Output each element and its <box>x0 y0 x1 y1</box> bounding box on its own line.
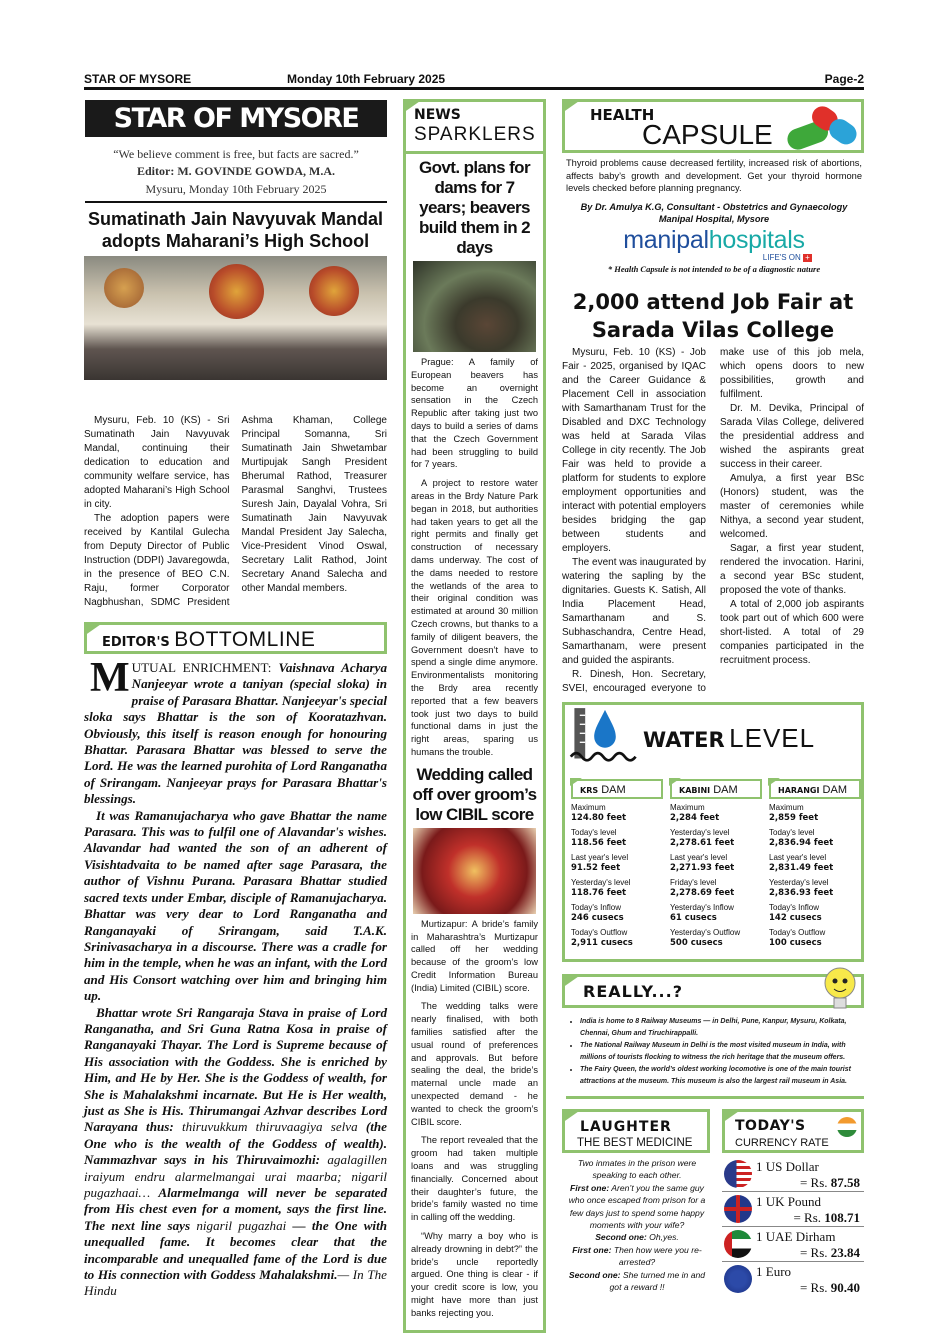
dam-column <box>769 779 861 949</box>
dam-stat-label: Yesterday's level <box>769 878 829 887</box>
masthead-editor: Editor: M. GOVINDE GOWDA, M.A. <box>137 164 335 178</box>
story2-headline: Wedding called off over groom’s low CIBIL score <box>412 764 537 824</box>
masthead-title: STAR OF MYSORE <box>113 103 359 134</box>
dam-column <box>571 779 663 949</box>
dam-stat-value: 2,831.49 feet <box>769 863 834 873</box>
currency-label: TODAY'S CURRENCY RATE <box>722 1109 864 1153</box>
really-label: REALLY...? <box>583 982 683 1001</box>
currency-row: 1 US Dollar = Rs. 87.58 <box>722 1158 864 1192</box>
laughter-joke: Two inmates in the prison were speaking to each other. First one: Aren’t you the same guy who once escaped from prison for a few days just to spend some happy moments with your wife? Second one: Oh,yes. First one: Then how were you re-arrested? Second one: She turned me in and got a reward !! <box>568 1158 706 1293</box>
really-item: • India is home to 8 Railway Museums — in Delhi, Pune, Kanpur, Mysuru, Kolkata, Chennai, Ghum and Tiruchirappalli. <box>580 1016 864 1040</box>
eu-flag-icon <box>724 1265 752 1293</box>
dam-stat-label: Yesterday's Outflow <box>670 928 741 937</box>
dam-stat-value: 91.52 feet <box>571 863 621 873</box>
jobfair-headline: 2,000 attend Job Fair at Sarada Vilas College <box>572 290 854 342</box>
really-item: • The Fairy Queen, the world’s oldest working locomotive is one of the main tourist attractions at the museum. This museum is also the largest rail museum in Asia. <box>580 1064 864 1088</box>
lead-headline: Sumatinath Jain Navyuvak Mandal adopts Maharani’s High School <box>87 209 384 251</box>
editorial-label-big: BOTTOMLINE <box>174 628 316 651</box>
really-item: • The National Railway Museum in Delhi is the most visited museum in India, with millions of tourists flocking to witness the rich heritage that the museum offers. <box>580 1040 864 1064</box>
currency-row: 1 UK Pound = Rs. 108.71 <box>722 1193 864 1227</box>
dam-stat-label: Friday's level <box>670 878 717 887</box>
uk-flag-icon <box>724 1195 752 1223</box>
health-disclaimer: * Health Capsule is not intended to be of a diagnostic nature <box>607 263 821 274</box>
dam-stat-label: Maximum <box>769 803 804 812</box>
drop-cap: M <box>90 655 130 701</box>
editorial-label-small: EDITOR'S <box>102 635 170 650</box>
currency-row: 1 Euro = Rs. 90.40 <box>722 1263 864 1297</box>
capsule-pill-icon <box>783 104 861 150</box>
water-label-small: WATER <box>643 728 725 752</box>
dam-stat-label: Last year's level <box>571 853 629 862</box>
dam-stat-value: 2,859 feet <box>769 813 819 823</box>
dam-stat-label: Today's level <box>571 828 617 837</box>
health-hospital: Manipal Hospital, Mysore <box>658 213 770 224</box>
masthead <box>85 100 387 137</box>
dam-stat-value: 2,284 feet <box>670 813 720 823</box>
dam-stat-label: Today's Outflow <box>769 928 826 937</box>
dam-stat-label: Maximum <box>571 803 606 812</box>
dam-stat-value: 100 cusecs <box>769 938 822 948</box>
dam-header: HARANGI DAM <box>769 779 861 799</box>
dam-stat-value: 118.56 feet <box>571 838 627 848</box>
story1-headline: Govt. plans for dams for 7 years; beavers build them in 2 days <box>419 158 530 257</box>
dam-stat-value: 142 cusecs <box>769 913 822 923</box>
currency-row: 1 UAE Dirham = Rs. 23.84 <box>722 1228 864 1262</box>
editorial-label-box <box>84 622 387 654</box>
wedding-photo <box>413 828 536 914</box>
water-level-box <box>562 702 864 962</box>
dam-stat-value: 2,836.94 feet <box>769 838 834 848</box>
left-column <box>84 208 387 1300</box>
beaver-photo <box>413 261 536 352</box>
uae-flag-icon <box>724 1230 752 1258</box>
dam-stat-label: Maximum <box>670 803 705 812</box>
lead-paragraph: The adoption papers were received by Kantilal Gulecha from Deputy Director of Public Instruction (DDPI) Javaregowda, in the presence of BEO C.N. Raju, former Corporator Nagbhushan, SDMC President Ashma Khaman, College Principal Somanna, Sri Sumatinath Jain Shwetambar Murtipujak Sangh President Bherumal Rathod, Treasurer Parasmal Sanghvi, Trustees Suresh Jain, Dayalal Vohra, Sri Sumatinath Jain Navyuvak Mandal President Jay Salecha, Vice-President Vinod Oswal, Secretary Lalit Rathod, Joint Secretary Anand Salecha and other Mandal members. <box>84 415 387 608</box>
dam-stat-label: Today's level <box>769 828 815 837</box>
dam-stat-label: Yesterday's level <box>571 878 631 887</box>
dam-stat-label: Today's Inflow <box>571 903 621 912</box>
dam-stat-label: Last year's level <box>769 853 827 862</box>
dam-stat-value: 118.76 feet <box>571 888 627 898</box>
paper-name: STAR OF MYSORE <box>84 72 192 86</box>
dam-header: KRS DAM <box>571 779 663 799</box>
lightbulb-icon <box>820 965 860 1015</box>
plus-icon: + <box>803 254 812 262</box>
masthead-dateline: Mysuru, Monday 10th February 2025 <box>145 182 327 196</box>
dam-stat-label: Yesterday's Inflow <box>670 903 734 912</box>
dam-header: KABINI DAM <box>670 779 762 799</box>
sparklers-label-big: SPARKLERS <box>414 124 536 145</box>
right-column <box>562 288 864 1304</box>
masthead-motto: “We believe comment is free, but facts are sacred.” <box>113 147 359 161</box>
laughter-label: LAUGHTER THE BEST MEDICINE <box>562 1109 710 1153</box>
currency-rates <box>722 1158 864 1298</box>
dam-column <box>670 779 762 949</box>
lead-body <box>84 414 387 610</box>
news-sparklers: NEWS SPARKLERS Govt. plans for dams for 7 years; beavers build them in 2 days Prague: A family of European beavers has become an overnight sensation in the Czech Republic after taking just two days to build a series of dams that the Czech Government had been struggling to build for 7 years. A project to restore water areas in the Brdy Nature Park began in 2018, but authorities had taken years to get all the right permits and finally get construction of necessary dams underway. The cost of the dams needed to restore the wetlands of the area to their original condition was estimated at around 30 million Czech crowns, but thanks to a family of diligent beavers, the Government doesn’t have to spend a single dime anymore. Environmentalists monitoring the Brdy area recently reported that a few beavers took just two days to build functional dams in just the right areas, sparing us humans the trouble. Wedding called off over groom’s low CIBIL score Murtizapur: A bride’s family in Maharashtra’s Murtizapur called off her wedding because of the groom’s low Credit Information Bureau (India) Limited (CIBIL) score. The wedding talks were nearly finalised, with both families satisfied after the usual round of preferences and approvals. But before sealing the deal, the bride’s maternal uncle made an unexpected demand - he wanted to check the groom’s CIBIL score. The report revealed that the groom had taken multiple loans and was struggling financially. Concerned about their daughter’s future, the bride’s family wasted no time in calling off the wedding. “Why marry a boy who is already drowning in debt?” the bride’s uncle reportedly argued. One thing is clear - if your credit score is low, you might have more than just banks rejecting you. <box>403 99 546 1333</box>
lead-paragraph: Mysuru, Feb. 10 (KS) - Sri Sumatinath Jain Navyuvak Mandal, continuing their dedication to education and community welfare service, has adopted Maharani’s High School in city. <box>84 415 230 510</box>
water-label-big: LEVEL <box>729 723 816 753</box>
health-capsule-label: HEALTH CAPSULE <box>562 99 864 153</box>
page-header <box>84 72 864 90</box>
health-text: Thyroid problems cause decreased fertility, increased risk of abortions, affects baby’s growth and development. Get your thyroid hormone levels checked before planning pregnancy. <box>566 158 862 193</box>
editorial-body: MUTUAL ENRICHMENT: Vaishnava Acharya Nanjeeyar wrote a taniyan (special sloka) in praise of Parasara Bhattar. Nanjeeyar's special sloka says Bhattar is the son of Kooratazhvan. Obviously, this itself is reason enough for honouring Bhattar. Parasara Bhattar was blessed to serve the Lord. He was the learned purohita of Lord Ranganatha of Srirangam. Nanjeeyar prays for Parasara Bhattar's blessings. It was Ramanujacharya who gave Bhattar the name Parasara. This was to fulfil one of Alavandar's wishes. Alavandar had wanted the son of an adherent of Visishtadvaita to be named after sage Parasara, the author of Vishnu Purana. Parasara Bhattar studied sacred texts under Embar, disciple of Ramanujacharya. Bhattar was very dear to Lord Ranganatha and Ranganayaki of Srirangam, said T.A.K. Srinivasacharya in a discourse. There was a cradle for him in the temple, when he was an infant, with the Lord and His Consort watching over him and bringing him up. Bhattar wrote Sri Rangaraja Stava in praise of Lord Ranganatha, and Sri Guna Ratna Kosa in praise of Ranganayaki Thayar. The Lord is Supreme because of His association with the Goddess. She is enriched by Him, and He by Her. She is the Goddess of wealth, for She is Mahalakshmi incarnate. But He is Her wealth, just as She is His. Thirumangai Azhvar describes Lord Narayana thus: thiruvukkum thiruvaagiya selva (the One who is the wealth of the Goddess of wealth). Nammazhvar says in his Thiruvaimozhi: agalagillen iraiyum endru alarmelmangai urai maarba; nigaril pugazhaai… Alarmelmanga will never be separated from His chest even for a moment, says the first line. The next line says nigaril pugazhai — the One with unequalled fame. It becomes clear that the incomparable and unequalled fame of the Lord is due to His connection with Goddess Mahalakshmi.— In The Hindu <box>84 655 388 1299</box>
bottom-boxes <box>562 1109 864 1304</box>
issue-date: Monday 10th February 2025 <box>287 72 446 86</box>
health-byline: By Dr. Amulya K.G, Consultant - Obstetrics and Gynaecology <box>580 201 848 212</box>
us-flag-icon <box>724 1160 752 1188</box>
dam-stat-label: Yesterday's level <box>670 828 730 837</box>
really-list <box>566 1016 864 1099</box>
jobfair-body: Mysuru, Feb. 10 (KS) - Job Fair - 2025, organised by IQAC and the Career Guidance & Placement Cell in association with Samarthanam Trust for the Disabled and DXC Technology was held at Sarada Vilas College in city recently. The Job Fair was held to provide a platform for students to explore employment opportunities and interact with potential employers besides bridging the gap between students and employers. The event was inaugurated by watering the sapling by the dignitaries. Guests K. Satish, All India Placement Head, Samarthanam and S. Subhaschandra, Centre Head, Samarthanam, were present and guided the aspirants. R. Dinesh, Hon. Secretary, SVEI, encouraged everyone to make use of this job mela, which opens doors to new possibilities, growth and fulfilment. Dr. M. Devika, Principal of Sarada Vilas College, delivered the presidential address and wished the aspirants great success in their career. Amulya, a first year BSc (Honors) student, was the master of ceremonies while Nithya, a second year student, welcomed. Sagar, a first year student, rendered the invocation. Harini, a second year BSc student, proposed the vote of thanks. A total of 2,000 job aspirants took part out of which 600 were short-listed. A total of 29 companies participated in the recruitment process. <box>562 347 864 694</box>
dam-stat-label: Today's Inflow <box>769 903 819 912</box>
dam-stat-value: 500 cusecs <box>670 938 723 948</box>
dam-stat-value: 246 cusecs <box>571 913 624 923</box>
dam-stat-value: 2,278.69 feet <box>670 888 735 898</box>
water-gauge-icon <box>569 701 641 771</box>
editorial-source: — In The Hindu <box>84 1267 387 1299</box>
dam-stat-label: Last year's level <box>670 853 728 862</box>
dam-stat-value: 2,836.93 feet <box>769 888 834 898</box>
really-box <box>562 974 864 1008</box>
dam-stat-value: 2,278.61 feet <box>670 838 735 848</box>
sparklers-label-small: NEWS <box>414 107 461 123</box>
dam-stat-value: 2,271.93 feet <box>670 863 735 873</box>
lead-photo <box>84 256 387 380</box>
dam-stat-value: 2,911 cusecs <box>571 938 633 948</box>
dam-stat-value: 61 cusecs <box>670 913 717 923</box>
dam-stat-value: 124.80 feet <box>571 813 627 823</box>
manipal-logo: manipalhospitals <box>623 225 805 254</box>
dam-stat-label: Today's Outflow <box>571 928 628 937</box>
india-flag-icon <box>837 1117 857 1137</box>
page-number: Page-2 <box>824 72 864 86</box>
